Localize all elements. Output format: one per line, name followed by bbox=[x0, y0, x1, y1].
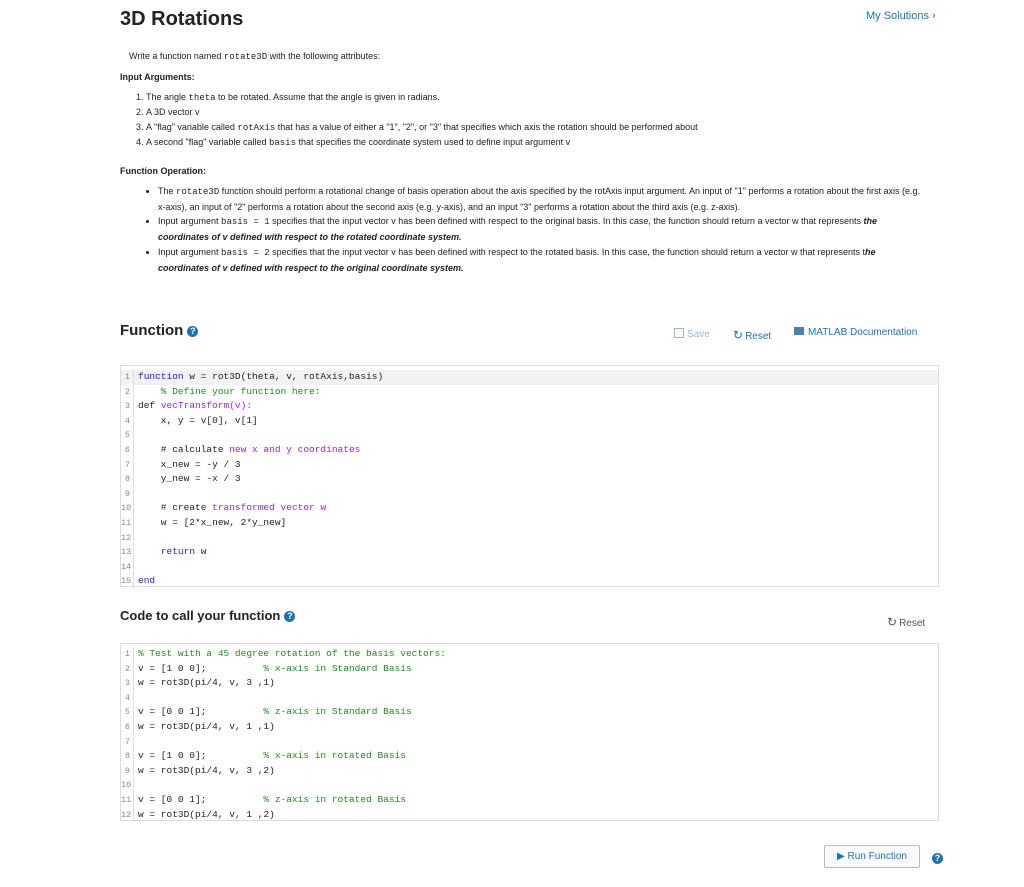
code-line: 12 w = rot3D(pi/4, v, 1 ,2) bbox=[121, 808, 938, 823]
code-line: 7 bbox=[121, 735, 938, 750]
help-icon[interactable]: ? bbox=[284, 611, 295, 622]
code-line: 5 bbox=[121, 428, 938, 443]
code-line: 10 bbox=[121, 778, 938, 793]
function-operation-list bbox=[141, 184, 921, 275]
code-line: 3 def vecTransform(v): bbox=[121, 399, 938, 414]
help-icon[interactable]: ? bbox=[187, 326, 198, 337]
save-button[interactable]: Save bbox=[674, 328, 710, 340]
save-icon bbox=[674, 328, 684, 338]
list-item: • Input argument basis = 1 specifies that the input vector v has been defined with respect to the original basis. In this case, the function should return a vector w that represents the coordinates of v defined with respect to the rotated coordinate system. bbox=[158, 214, 921, 244]
function-code-editor[interactable] bbox=[120, 365, 939, 587]
run-function-button[interactable]: ▶ Run Function bbox=[824, 845, 920, 868]
code-line: 1 % Test with a 45 degree rotation of the basis vectors: bbox=[121, 647, 938, 662]
code-line: 13 return w bbox=[121, 545, 938, 560]
reset-icon: ↻ bbox=[887, 615, 898, 629]
code-line: 2 v = [1 0 0]; % x-axis in Standard Basis bbox=[121, 662, 938, 677]
input-arguments-list bbox=[130, 90, 698, 150]
function-heading: Function ? bbox=[120, 322, 198, 339]
list-item: 1. The angle theta to be rotated. Assume that the angle is given in radians. bbox=[146, 90, 698, 105]
my-solutions-link[interactable]: My Solutions › bbox=[866, 10, 936, 22]
list-item: • The rotate3D function should perform a rotational change of basis operation about the axis specified by the rotAxis input argument. An input of "1" performs a rotation about the first axis (e.g. x-axis), an input of "2" performs a rotation about the second axis (e.g. y-axis), and an input "3" performs a rotation about the third axis (e.g. z-axis). bbox=[158, 184, 921, 214]
list-item: 4. A second "flag" variable called basis that specifies the coordinate system used to define input argument v bbox=[146, 135, 698, 150]
list-item: 3. A "flag" variable called rotAxis that has a value of either a "1", "2", or "3" that specifies which axis the rotation should be performed about bbox=[146, 120, 698, 135]
code-line: 5 v = [0 0 1]; % z-axis in Standard Basis bbox=[121, 705, 938, 720]
code-line: 9 bbox=[121, 487, 938, 502]
code-line: 11 v = [0 0 1]; % z-axis in rotated Basis bbox=[121, 793, 938, 808]
code-line: 4 bbox=[121, 691, 938, 706]
list-item: 2. A 3D vector v bbox=[146, 105, 698, 120]
call-reset-button[interactable]: ↻ Reset bbox=[887, 615, 926, 629]
input-arguments-heading: Input Arguments: bbox=[120, 72, 195, 82]
function-operation-heading: Function Operation: bbox=[120, 166, 206, 176]
code-line: 8 v = [1 0 0]; % x-axis in rotated Basis bbox=[121, 749, 938, 764]
code-line: 4 x, y = v[0], v[1] bbox=[121, 414, 938, 429]
list-item: • Input argument basis = 2 specifies that the input vector v has been defined with respect to the rotated basis. In this case, the function should return a vector w that represents the coordinates of v defined with respect to the original coordinate system. bbox=[158, 245, 921, 275]
code-line: 10 # create transformed vector w bbox=[121, 501, 938, 516]
call-code-editor[interactable] bbox=[120, 643, 939, 821]
reset-button[interactable]: ↻ Reset bbox=[733, 328, 772, 342]
code-line: 14 bbox=[121, 560, 938, 575]
reset-icon: ↻ bbox=[733, 328, 744, 342]
page-title: 3D Rotations bbox=[120, 8, 244, 30]
code-line: 11 w = [2*x_new, 2*y_new] bbox=[121, 516, 938, 531]
code-line: 3 w = rot3D(pi/4, v, 3 ,1) bbox=[121, 676, 938, 691]
help-icon[interactable]: ? bbox=[928, 850, 943, 868]
book-icon bbox=[794, 327, 804, 335]
code-line: 2 % Define your function here: bbox=[121, 385, 938, 400]
call-code-heading: Code to call your function ? bbox=[120, 608, 295, 623]
matlab-documentation-link[interactable]: MATLAB Documentation bbox=[794, 327, 917, 338]
code-line: 8 y_new = -x / 3 bbox=[121, 472, 938, 487]
code-line: 12 bbox=[121, 531, 938, 546]
problem-intro: Write a function named rotate3D with the following attributes: bbox=[129, 51, 381, 62]
code-line: 1 function w = rot3D(theta, v, rotAxis,basis) bbox=[121, 370, 938, 385]
code-line: 7 x_new = -y / 3 bbox=[121, 458, 938, 473]
code-line: 6 # calculate new x and y coordinates bbox=[121, 443, 938, 458]
code-line: 15 end bbox=[121, 574, 938, 589]
code-line: 9 w = rot3D(pi/4, v, 3 ,2) bbox=[121, 764, 938, 779]
code-line: 6 w = rot3D(pi/4, v, 1 ,1) bbox=[121, 720, 938, 735]
